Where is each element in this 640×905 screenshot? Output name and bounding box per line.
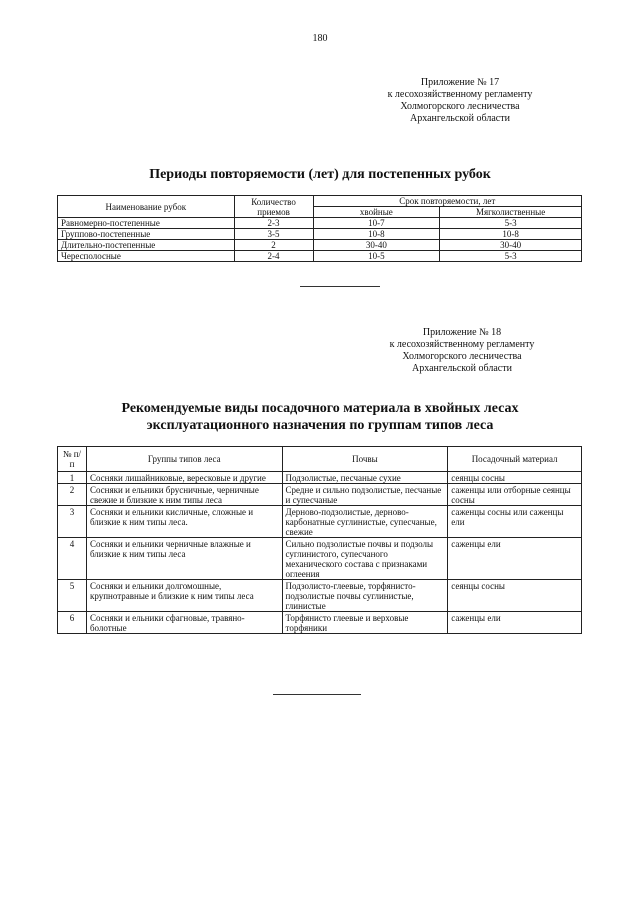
appendix-17-header — [365, 77, 555, 125]
table2-title-line1: Рекомендуемые виды посадочного материала в хвойных лесах — [121, 401, 519, 416]
cell-name: Чересполосные — [58, 251, 235, 262]
cell-soil: Сильно подзолистые почвы и подзолы суглинистого, супесчаного механического состава с признаками оглеения — [282, 538, 448, 580]
cell-material: сеянцы сосны — [448, 472, 582, 484]
table-row — [58, 240, 582, 251]
cell-conifers: 10-7 — [313, 218, 440, 229]
cell-conifers: 10-5 — [313, 251, 440, 262]
cell-material: саженцы сосны или саженцы ели — [448, 506, 582, 538]
cell-material: саженцы ели — [448, 612, 582, 634]
cell-count: 2-3 — [234, 218, 313, 229]
cell-count: 2 — [234, 240, 313, 251]
cell-conifers: 30-40 — [313, 240, 440, 251]
table-row — [58, 538, 582, 580]
table-row — [58, 484, 582, 506]
cell-num: 6 — [58, 612, 87, 634]
cell-name: Длительно-постепенные — [58, 240, 235, 251]
cell-name: Группово-постепенные — [58, 229, 235, 240]
appendix-line: Архангельской области — [410, 113, 510, 124]
appendix-line: Архангельской области — [412, 363, 512, 374]
cell-group: Сосняки и ельники брусничные, черничные свежие и близкие к ним типы леса — [86, 484, 282, 506]
appendix-18-header — [367, 327, 557, 375]
table-row — [58, 472, 582, 484]
cell-deciduous: 5-3 — [440, 251, 582, 262]
cell-num: 3 — [58, 506, 87, 538]
appendix-line: Холмогорского лесничества — [402, 351, 522, 362]
cell-group: Сосняки и ельники черничные влажные и близкие к ним типы леса — [86, 538, 282, 580]
appendix-line: к лесохозяйственному регламенту — [387, 89, 533, 100]
separator-line — [273, 694, 361, 695]
table-row — [58, 218, 582, 229]
cell-group: Сосняки лишайниковые, вересковые и другие — [86, 472, 282, 484]
cell-num: 1 — [58, 472, 87, 484]
cell-soil: Подзолистые, песчаные сухие — [282, 472, 448, 484]
cell-material: сеянцы сосны — [448, 580, 582, 612]
planting-material-table — [57, 446, 582, 634]
page-number: 180 — [312, 33, 328, 44]
cell-num: 4 — [58, 538, 87, 580]
cell-soil: Торфянисто глеевые и верховые торфяники — [282, 612, 448, 634]
appendix-line: Приложение № 17 — [420, 77, 500, 88]
cell-group: Сосняки и ельники сфагновые, травяно-болотные — [86, 612, 282, 634]
cell-count: 2-4 — [234, 251, 313, 262]
cell-deciduous: 5-3 — [440, 218, 582, 229]
appendix-line: Приложение № 18 — [422, 327, 502, 338]
table-row — [58, 506, 582, 538]
cell-conifers: 10-8 — [313, 229, 440, 240]
cell-group: Сосняки и ельники долгомошные, крупнотравные и близкие к ним типы леса — [86, 580, 282, 612]
table-header-row — [58, 447, 582, 472]
table-row — [58, 229, 582, 240]
cell-material: саженцы ели — [448, 538, 582, 580]
cell-material: саженцы или отборные сеянцы сосны — [448, 484, 582, 506]
table1-title: Периоды повторяемости (лет) для постепенных рубок — [149, 167, 491, 182]
header-material: Посадочный материал — [448, 447, 582, 472]
table-row — [58, 612, 582, 634]
header-period: Срок повторяемости, лет — [313, 196, 582, 207]
cell-deciduous: 10-8 — [440, 229, 582, 240]
cell-soil: Дерново-подзолистые, дерново-карбонатные суглинистые, супесчаные, свежие — [282, 506, 448, 538]
cell-count: 3-5 — [234, 229, 313, 240]
table-row — [58, 251, 582, 262]
cell-group: Сосняки и ельники кисличные, сложные и близкие к ним типы леса. — [86, 506, 282, 538]
cell-soil: Подзолисто-глеевые, торфянисто-подзолистые почвы суглинистые, глинистые — [282, 580, 448, 612]
header-soil: Почвы — [282, 447, 448, 472]
cell-num: 2 — [58, 484, 87, 506]
header-conifers: хвойные — [313, 207, 440, 218]
header-deciduous: Мягколиственные — [440, 207, 582, 218]
cell-name: Равномерно-постепенные — [58, 218, 235, 229]
header-name: Наименование рубок — [58, 196, 235, 218]
table2-title-line2: эксплуатационного назначения по группам типов леса — [146, 418, 494, 433]
separator-line — [300, 286, 380, 287]
header-count: Количество приемов — [234, 196, 313, 218]
cell-num: 5 — [58, 580, 87, 612]
appendix-line: Холмогорского лесничества — [400, 101, 520, 112]
cell-soil: Средне и сильно подзолистые, песчаные и супесчаные — [282, 484, 448, 506]
header-num: № п/п — [58, 447, 87, 472]
cutting-periods-table — [57, 195, 582, 262]
appendix-line: к лесохозяйственному регламенту — [389, 339, 535, 350]
table-row — [58, 580, 582, 612]
cell-deciduous: 30-40 — [440, 240, 582, 251]
header-group: Группы типов леса — [86, 447, 282, 472]
table-header-row — [58, 196, 582, 207]
table2-title — [0, 400, 640, 434]
